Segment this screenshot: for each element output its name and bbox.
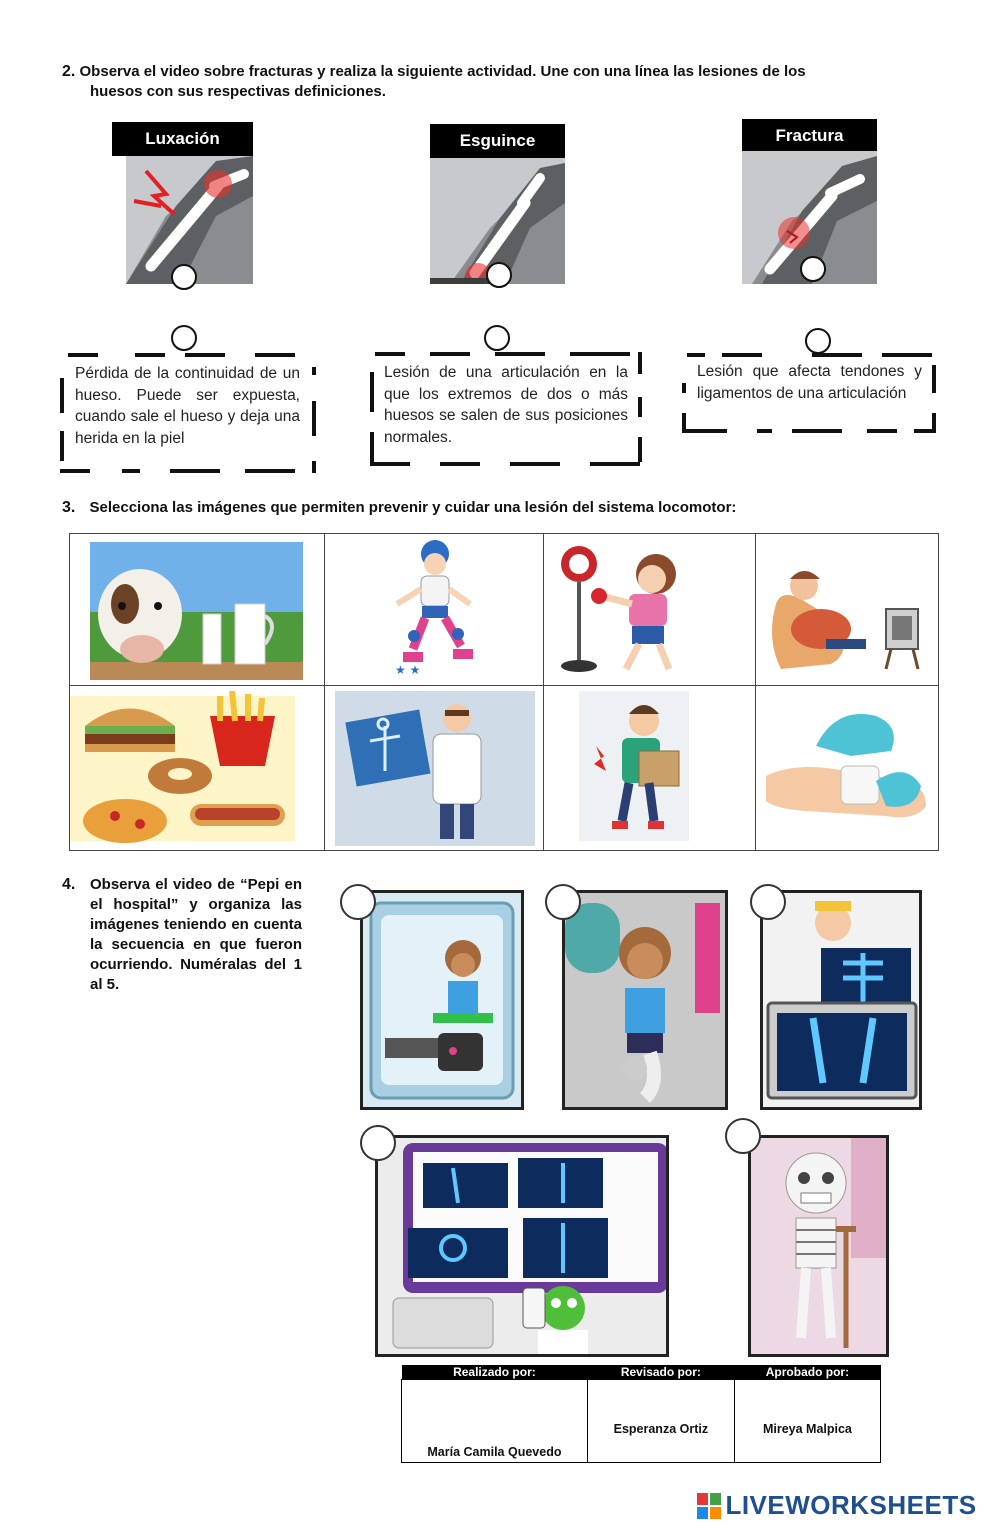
injury-label: Fractura <box>742 119 877 151</box>
q4-scene-injured-leg <box>562 890 728 1110</box>
q3-image-bandage[interactable] <box>755 685 939 851</box>
scanner-scene-icon <box>363 893 521 1107</box>
q4-scene-xray-body <box>760 890 922 1110</box>
definition-box-3 <box>682 353 937 433</box>
q3-image-cow-milk[interactable] <box>69 533 325 686</box>
sig-header-realizado: Realizado por: <box>402 1365 588 1380</box>
q4-scene-1-number-circle[interactable] <box>340 884 376 920</box>
q2-text-line1: Observa el video sobre fracturas y realiza la siguiente actividad. Une con una línea las lesiones de los <box>79 63 806 80</box>
doctor-xray-icon <box>325 686 544 851</box>
definition-box-2 <box>370 352 643 466</box>
q4-scene-skeleton <box>748 1135 889 1357</box>
xray-screens-doctor-scene-icon <box>378 1138 666 1354</box>
q3-prompt <box>62 498 942 518</box>
girl-boxing-icon <box>544 534 756 686</box>
injury-label: Esguince <box>430 124 565 158</box>
liveworksheets-logo <box>697 1490 977 1521</box>
q4-scene-3-number-circle[interactable] <box>750 884 786 920</box>
q4-text: Observa el video de “Pepi en el hospital” y organiza las imágenes teniendo en cuenta la secuencia en que fueron ocurriendo. Numéralas del 1 al 5. <box>90 876 302 993</box>
sig-name-realizado: María Camila Quevedo <box>402 1380 588 1463</box>
sig-name-revisado: Esperanza Ortiz <box>587 1380 734 1463</box>
sig-header-aprobado: Aprobado por: <box>734 1365 880 1380</box>
boy-heavy-box-icon <box>544 686 756 851</box>
q4-scene-2-number-circle[interactable] <box>545 884 581 920</box>
q2-prompt <box>62 62 942 102</box>
q3-image-girl-boxing[interactable] <box>543 533 756 686</box>
liveworksheets-logo-icon <box>697 1493 721 1519</box>
signature-table <box>401 1365 881 1463</box>
definition-circle-3[interactable] <box>805 328 831 354</box>
q3-number: 3. <box>62 499 76 516</box>
q3-image-doctor-xray[interactable] <box>324 685 544 851</box>
cow-milk-icon <box>70 534 325 686</box>
q3-text: Selecciona las imágenes que permiten prevenir y cuidar una lesión del sistema locomotor: <box>89 499 737 516</box>
injury-label: Luxación <box>112 122 253 156</box>
q3-image-skater[interactable] <box>324 533 544 686</box>
q2-number: 2. <box>62 63 76 80</box>
sig-name-aprobado: Mireya Malpica <box>734 1380 880 1463</box>
junk-food-icon <box>70 686 325 851</box>
q4-scene-4-number-circle[interactable] <box>360 1125 396 1161</box>
q3-image-junk-food[interactable] <box>69 685 325 851</box>
injured-leg-scene-icon <box>565 893 725 1107</box>
definition-circle-1[interactable] <box>171 325 197 351</box>
q4-scene-xray-screens <box>375 1135 669 1357</box>
brand-text: LIVEWORKSHEETS <box>725 1490 977 1520</box>
injury-luxacion <box>112 122 253 287</box>
sig-header-revisado: Revisado por: <box>587 1365 734 1380</box>
q4-scene-scanner <box>360 890 524 1110</box>
q3-image-boy-box[interactable] <box>543 685 756 851</box>
skater-protection-icon <box>325 534 544 686</box>
definition-text-3: Lesión que afecta tendones y ligamentos de una articulación <box>697 363 922 402</box>
definition-circle-2[interactable] <box>484 325 510 351</box>
svg-text:★ ★: ★ ★ <box>395 663 421 677</box>
definition-text-2: Lesión de una articulación en la que los extremos de dos o más huesos se salen de sus posiciones normales. <box>384 364 628 446</box>
definition-text-1: Pérdida de la continuidad de un hueso. Puede ser expuesta, cuando sale el hueso y deja una herida en la piel <box>75 365 300 447</box>
q4-scene-5-number-circle[interactable] <box>725 1118 761 1154</box>
q2-text-line2: huesos con sus respectivas definiciones. <box>90 83 386 100</box>
definition-box-1 <box>60 353 318 473</box>
luxacion-image-circle[interactable] <box>171 264 197 290</box>
fractura-image-circle[interactable] <box>800 256 826 282</box>
q4-number: 4. <box>62 876 76 893</box>
q4-prompt <box>62 875 302 995</box>
man-tv-sofa-icon <box>756 534 939 686</box>
esguince-image-circle[interactable] <box>486 262 512 288</box>
skeleton-crutch-scene-icon <box>751 1138 886 1354</box>
xray-body-scene-icon <box>763 893 919 1107</box>
bandage-wrist-icon <box>756 686 939 851</box>
q3-image-man-tv[interactable] <box>755 533 939 686</box>
